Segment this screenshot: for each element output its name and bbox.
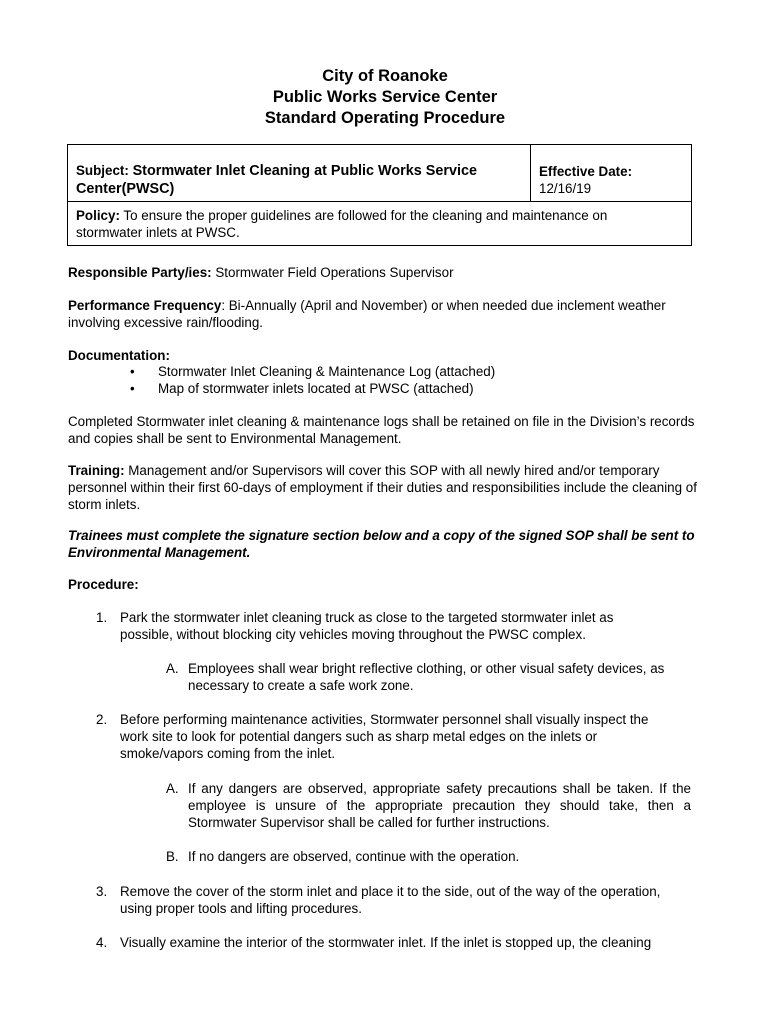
step-text: Before performing maintenance activities, Stormwater personnel shall visually inspect the work site to look for potential dangers such as sharp metal edges on the inlets or smoke/vapors coming from the inlet.	[120, 712, 649, 761]
row-divider	[68, 201, 691, 202]
substep-letter: A.	[166, 661, 179, 676]
sop-info-box	[67, 144, 692, 246]
procedure-substep	[166, 780, 691, 831]
list-item-text: Stormwater Inlet Cleaning & Maintenance Log (attached)	[158, 364, 496, 379]
documentation-list	[130, 363, 495, 397]
substep-letter: A.	[166, 781, 179, 796]
bullet: •	[130, 364, 135, 379]
procedure-substep	[166, 848, 691, 865]
substep-text: If any dangers are observed, appropriate safety precautions shall be taken. If the employee is unsure of the appropriate precaution they should take, then a Stormwater Supervisor shall be called for further instructions.	[188, 781, 691, 830]
policy-text: To ensure the proper guidelines are followed for the cleaning and maintenance on stormwater inlets at PWSC.	[76, 208, 608, 240]
substep-text: If no dangers are observed, continue with the operation.	[188, 849, 520, 864]
department-title: Public Works Service Center	[272, 88, 498, 106]
responsible-party	[68, 264, 708, 281]
training-paragraph	[68, 462, 698, 513]
procedure-substep	[166, 660, 691, 694]
substep-text: Employees shall wear bright reflective clothing, or other visual safety devices, as necessary to create a safe work zone.	[188, 661, 665, 693]
documentation-label: Documentation:	[68, 348, 170, 363]
subject-cell	[76, 162, 526, 198]
step-number: 2.	[96, 712, 108, 727]
responsible-label: Responsible Party/ies:	[68, 265, 212, 280]
procedure-step	[96, 883, 666, 917]
policy-cell	[76, 207, 676, 241]
substep-letter: B.	[166, 849, 179, 864]
step-number: 3.	[96, 884, 108, 899]
training-label: Training:	[68, 463, 125, 478]
subject-label: Subject:	[76, 163, 129, 178]
performance-frequency	[68, 297, 698, 331]
step-number: 1.	[96, 610, 108, 625]
cell-divider	[530, 145, 531, 201]
documentation-heading	[68, 347, 708, 364]
step-text: Remove the cover of the storm inlet and place it to the side, out of the way of the operation, using proper tools and lifting procedures.	[120, 884, 661, 916]
procedure-step	[96, 934, 696, 951]
procedure-step	[96, 609, 666, 643]
city-title: City of Roanoke	[322, 67, 448, 85]
subject-text: Stormwater Inlet Cleaning at Public Works Service Center(PWSC)	[76, 163, 477, 197]
step-text: Visually examine the interior of the stormwater inlet. If the inlet is stopped up, the cleaning	[120, 935, 652, 950]
trainees-notice: Trainees must complete the signature section below and a copy of the signed SOP shall be sent to Environmental Management.	[68, 528, 695, 560]
list-item	[130, 380, 495, 397]
effective-date-label: Effective Date:	[539, 164, 633, 179]
frequency-label: Performance Frequency	[68, 298, 222, 313]
sop-title: Standard Operating Procedure	[264, 109, 506, 127]
effective-date-value: 12/16/19	[539, 181, 592, 196]
frequency-text: : Bi-Annually (April and November) or when needed due inclement weather involving excessive rain/flooding.	[68, 298, 666, 330]
procedure-step	[96, 711, 666, 762]
bullet: •	[130, 381, 135, 396]
list-item	[130, 363, 495, 380]
step-number: 4.	[96, 935, 108, 950]
completed-logs-paragraph: Completed Stormwater inlet cleaning & maintenance logs shall be retained on file in the Division’s records and copies shall be sent to Environmental Management.	[68, 414, 695, 446]
effective-date-cell	[539, 163, 632, 197]
procedure-heading: Procedure:	[68, 577, 139, 592]
document-header	[0, 66, 770, 129]
list-item-text: Map of stormwater inlets located at PWSC (attached)	[158, 381, 474, 396]
responsible-text: Stormwater Field Operations Supervisor	[215, 265, 454, 280]
step-text: Park the stormwater inlet cleaning truck as close to the targeted stormwater inlet as possible, without blocking city vehicles moving throughout the PWSC complex.	[120, 610, 614, 642]
policy-label: Policy:	[76, 208, 120, 223]
training-text: Management and/or Supervisors will cover this SOP with all newly hired and/or temporary personnel within their first 60-days of employment if their duties and responsibilities include the cleaning of storm inlets.	[68, 463, 697, 512]
